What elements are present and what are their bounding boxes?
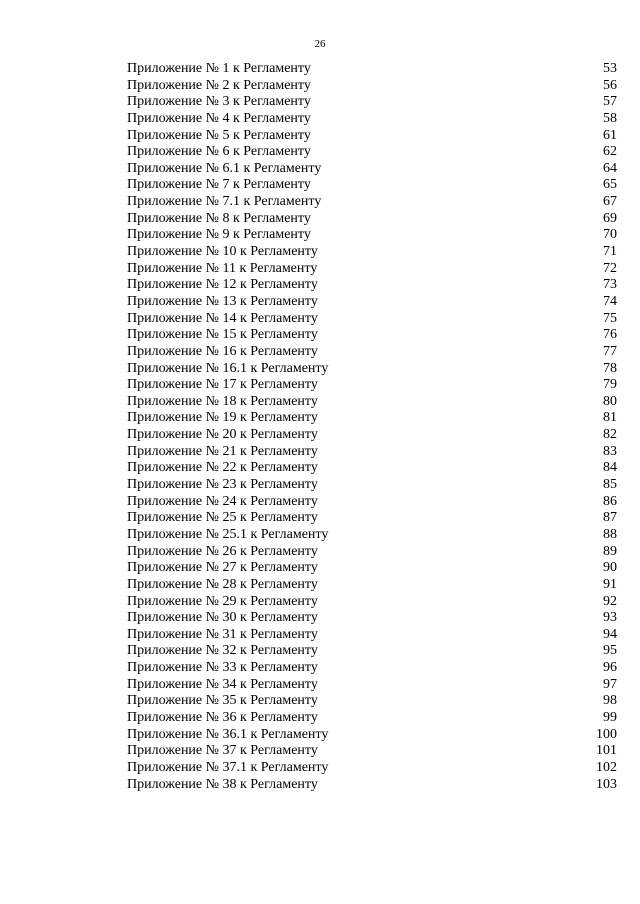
toc-entry-label: Приложение № 8 к Регламенту <box>127 210 311 226</box>
toc-entry[interactable] <box>127 643 617 660</box>
toc-entry-page-number: 61 <box>603 127 617 143</box>
toc-entry-label: Приложение № 35 к Регламенту <box>127 693 318 709</box>
toc-entry[interactable] <box>127 460 617 477</box>
toc-entry-label: Приложение № 9 к Регламенту <box>127 227 311 243</box>
toc-entry[interactable] <box>127 227 617 244</box>
toc-entry[interactable] <box>127 594 617 611</box>
toc-entry-label: Приложение № 16.1 к Регламенту <box>127 360 329 376</box>
toc-entry-page-number: 74 <box>603 293 617 309</box>
toc-entry-label: Приложение № 28 к Регламенту <box>127 576 318 592</box>
toc-entry-page-number: 91 <box>603 576 617 592</box>
toc-entry-page-number: 102 <box>596 759 617 775</box>
toc-entry-page-number: 67 <box>603 194 617 210</box>
toc-entry-label: Приложение № 31 к Регламенту <box>127 626 318 642</box>
toc-entry[interactable] <box>127 743 617 760</box>
toc-entry-label: Приложение № 5 к Регламенту <box>127 127 311 143</box>
toc-entry[interactable] <box>127 128 617 145</box>
toc-entry[interactable] <box>127 294 617 311</box>
toc-entry[interactable] <box>127 410 617 427</box>
toc-entry[interactable] <box>127 244 617 261</box>
toc-entry[interactable] <box>127 361 617 378</box>
toc-entry[interactable] <box>127 394 617 411</box>
toc-entry-page-number: 96 <box>603 660 617 676</box>
toc-entry-page-number: 57 <box>603 94 617 110</box>
toc-entry-label: Приложение № 21 к Регламенту <box>127 443 318 459</box>
table-of-contents <box>127 61 617 793</box>
toc-entry-label: Приложение № 27 к Регламенту <box>127 560 318 576</box>
toc-entry[interactable] <box>127 311 617 328</box>
toc-entry[interactable] <box>127 61 617 78</box>
toc-entry-label: Приложение № 4 к Регламенту <box>127 110 311 126</box>
toc-entry-page-number: 103 <box>596 776 617 792</box>
toc-entry-label: Приложение № 37 к Регламенту <box>127 743 318 759</box>
toc-entry-page-number: 81 <box>603 410 617 426</box>
toc-entry[interactable] <box>127 427 617 444</box>
toc-entry-page-number: 89 <box>603 543 617 559</box>
toc-entry-label: Приложение № 2 к Регламенту <box>127 77 311 93</box>
page-number: 26 <box>314 38 326 50</box>
toc-entry-label: Приложение № 22 к Регламенту <box>127 460 318 476</box>
toc-entry-label: Приложение № 33 к Регламенту <box>127 660 318 676</box>
toc-entry-label: Приложение № 34 к Регламенту <box>127 676 318 692</box>
toc-entry-label: Приложение № 24 к Регламенту <box>127 493 318 509</box>
toc-entry[interactable] <box>127 111 617 128</box>
toc-entry-page-number: 69 <box>603 210 617 226</box>
toc-entry-page-number: 73 <box>603 277 617 293</box>
toc-entry[interactable] <box>127 277 617 294</box>
toc-entry-page-number: 97 <box>603 676 617 692</box>
toc-entry-label: Приложение № 3 к Регламенту <box>127 94 311 110</box>
toc-entry[interactable] <box>127 344 617 361</box>
toc-entry-label: Приложение № 23 к Регламенту <box>127 477 318 493</box>
toc-entry-label: Приложение № 36 к Регламенту <box>127 709 318 725</box>
toc-entry[interactable] <box>127 560 617 577</box>
toc-entry-page-number: 95 <box>603 643 617 659</box>
toc-entry-page-number: 85 <box>603 477 617 493</box>
toc-entry-page-number: 82 <box>603 427 617 443</box>
toc-entry-label: Приложение № 6.1 к Регламенту <box>127 160 322 176</box>
toc-entry[interactable] <box>127 693 617 710</box>
toc-entry-label: Приложение № 18 к Регламенту <box>127 393 318 409</box>
toc-entry-page-number: 100 <box>596 726 617 742</box>
toc-entry[interactable] <box>127 544 617 561</box>
toc-entry-label: Приложение № 30 к Регламенту <box>127 610 318 626</box>
toc-entry[interactable] <box>127 377 617 394</box>
toc-entry[interactable] <box>127 610 617 627</box>
toc-entry-label: Приложение № 13 к Регламенту <box>127 293 318 309</box>
toc-entry-page-number: 65 <box>603 177 617 193</box>
toc-entry-label: Приложение № 38 к Регламенту <box>127 776 318 792</box>
toc-entry-label: Приложение № 11 к Регламенту <box>127 260 318 276</box>
toc-entry-page-number: 75 <box>603 310 617 326</box>
toc-entry-label: Приложение № 10 к Регламенту <box>127 244 318 260</box>
toc-entry-page-number: 101 <box>596 743 617 759</box>
toc-entry-page-number: 64 <box>603 160 617 176</box>
toc-entry[interactable] <box>127 710 617 727</box>
toc-entry[interactable] <box>127 577 617 594</box>
toc-entry[interactable] <box>127 510 617 527</box>
toc-entry[interactable] <box>127 261 617 278</box>
toc-entry-label: Приложение № 16 к Регламенту <box>127 343 318 359</box>
toc-entry-page-number: 87 <box>603 510 617 526</box>
toc-entry-label: Приложение № 37.1 к Регламенту <box>127 759 329 775</box>
toc-entry-page-number: 90 <box>603 560 617 576</box>
toc-entry-page-number: 72 <box>603 260 617 276</box>
toc-entry-page-number: 78 <box>603 360 617 376</box>
toc-entry-label: Приложение № 29 к Регламенту <box>127 593 318 609</box>
toc-entry-page-number: 70 <box>603 227 617 243</box>
toc-entry-page-number: 53 <box>603 61 617 76</box>
toc-entry[interactable] <box>127 327 617 344</box>
toc-entry-page-number: 92 <box>603 593 617 609</box>
toc-entry-label: Приложение № 20 к Регламенту <box>127 427 318 443</box>
toc-entry-page-number: 86 <box>603 493 617 509</box>
toc-entry[interactable] <box>127 477 617 494</box>
toc-entry[interactable] <box>127 194 617 211</box>
toc-entry[interactable] <box>127 211 617 228</box>
toc-entry-page-number: 84 <box>603 460 617 476</box>
toc-entry-label: Приложение № 6 к Регламенту <box>127 144 311 160</box>
toc-entry-label: Приложение № 1 к Регламенту <box>127 61 311 76</box>
toc-entry-label: Приложение № 36.1 к Регламенту <box>127 726 329 742</box>
toc-entry[interactable] <box>127 760 617 777</box>
toc-entry-page-number: 58 <box>603 110 617 126</box>
toc-entry[interactable] <box>127 660 617 677</box>
toc-entry-label: Приложение № 19 к Регламенту <box>127 410 318 426</box>
toc-entry[interactable] <box>127 94 617 111</box>
toc-entry-label: Приложение № 14 к Регламенту <box>127 310 318 326</box>
toc-entry-page-number: 94 <box>603 626 617 642</box>
toc-entry-page-number: 56 <box>603 77 617 93</box>
toc-entry-label: Приложение № 7 к Регламенту <box>127 177 311 193</box>
toc-entry-page-number: 62 <box>603 144 617 160</box>
toc-entry[interactable] <box>127 161 617 178</box>
toc-entry[interactable] <box>127 444 617 461</box>
toc-entry-page-number: 93 <box>603 610 617 626</box>
toc-entry[interactable] <box>127 777 617 794</box>
toc-entry-label: Приложение № 25.1 к Регламенту <box>127 526 329 542</box>
toc-entry-label: Приложение № 7.1 к Регламенту <box>127 194 322 210</box>
toc-entry-label: Приложение № 26 к Регламенту <box>127 543 318 559</box>
toc-entry-label: Приложение № 15 к Регламенту <box>127 327 318 343</box>
toc-entry[interactable] <box>127 627 617 644</box>
toc-entry-label: Приложение № 32 к Регламенту <box>127 643 318 659</box>
toc-entry-page-number: 77 <box>603 343 617 359</box>
toc-entry-page-number: 98 <box>603 693 617 709</box>
toc-entry-label: Приложение № 17 к Регламенту <box>127 377 318 393</box>
toc-entry[interactable] <box>127 727 617 744</box>
toc-entry[interactable] <box>127 177 617 194</box>
toc-entry-page-number: 83 <box>603 443 617 459</box>
toc-entry[interactable] <box>127 677 617 694</box>
toc-entry-label: Приложение № 12 к Регламенту <box>127 277 318 293</box>
toc-entry[interactable] <box>127 527 617 544</box>
toc-entry-page-number: 71 <box>603 244 617 260</box>
toc-entry[interactable] <box>127 494 617 511</box>
toc-entry-page-number: 79 <box>603 377 617 393</box>
toc-entry-page-number: 76 <box>603 327 617 343</box>
toc-entry[interactable] <box>127 144 617 161</box>
toc-entry-page-number: 88 <box>603 526 617 542</box>
toc-entry[interactable] <box>127 78 617 95</box>
toc-entry-page-number: 80 <box>603 393 617 409</box>
toc-entry-page-number: 99 <box>603 709 617 725</box>
toc-entry-label: Приложение № 25 к Регламенту <box>127 510 318 526</box>
